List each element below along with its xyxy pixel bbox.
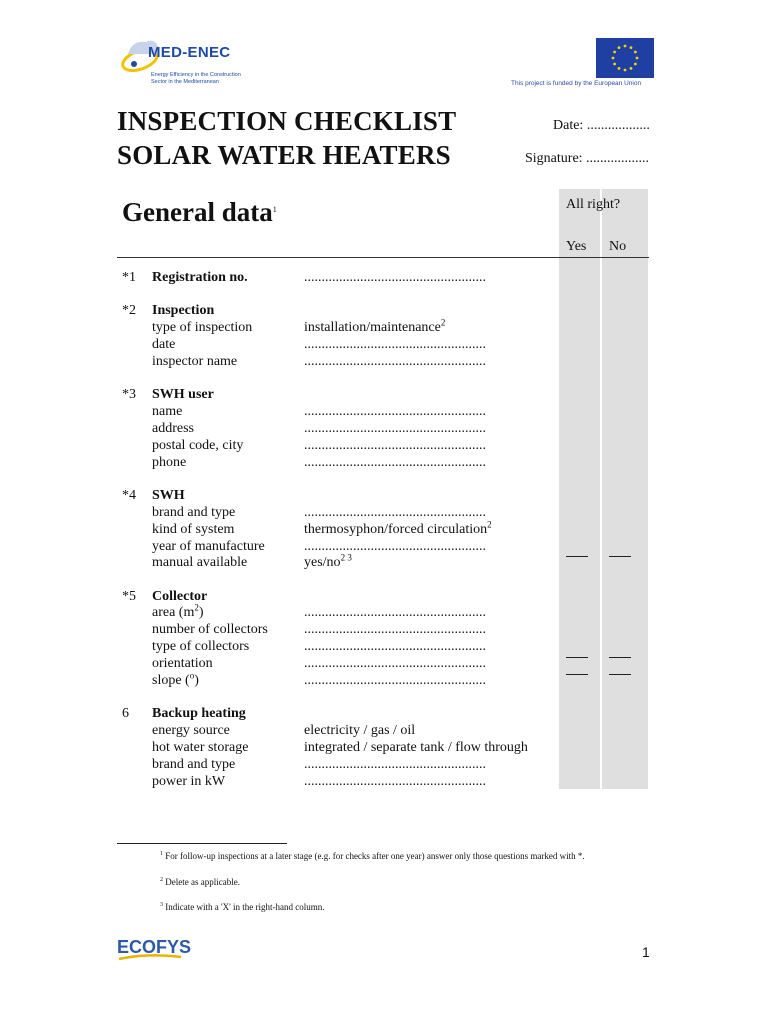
med-enec-subtitle-line1: Energy Efficiency in the Construction (151, 72, 241, 78)
footnote-1 (160, 851, 585, 861)
row-label-text: brand and type (152, 757, 236, 772)
signature-field[interactable]: Signature: .................. (525, 151, 650, 166)
checklist-row (0, 386, 768, 403)
row-label (152, 739, 248, 756)
row-value[interactable] (304, 756, 486, 773)
no-header: No (609, 239, 627, 254)
checklist-row (0, 487, 768, 504)
row-value[interactable] (304, 672, 486, 689)
row-label (152, 655, 213, 672)
row-value-text: .................................................... (304, 270, 486, 285)
row-label-text: inspector name (152, 354, 238, 369)
eu-star-icon (634, 51, 637, 54)
checklist-row (0, 604, 768, 621)
row-label (152, 353, 237, 370)
row-value[interactable] (304, 420, 486, 437)
footnote-2-text: Delete as applicable. (163, 877, 240, 887)
eu-star-icon (624, 45, 627, 48)
row-value[interactable] (304, 604, 486, 621)
row-value-superscript: 2 3 (340, 552, 352, 563)
row-value[interactable] (304, 538, 486, 555)
row-label-text: number of collectors (152, 622, 268, 637)
row-label-text: type of inspection (152, 320, 253, 335)
section-heading (122, 197, 277, 228)
row-value[interactable] (304, 437, 486, 454)
row-value-text: .................................................... (304, 539, 486, 554)
row-value-text: thermosyphon/forced circulation (304, 522, 488, 537)
footnote-3-text: Indicate with a 'X' in the right-hand column. (163, 902, 325, 912)
checklist-row (0, 722, 768, 739)
row-label-text: kind of system (152, 522, 235, 537)
row-label (152, 722, 230, 739)
footnote-2 (160, 877, 240, 887)
eu-flag-icon (596, 38, 654, 78)
eu-funding-caption: This project is funded by the European Union (511, 80, 642, 87)
row-label (152, 386, 214, 403)
row-label-text: hot water storage (152, 740, 249, 755)
eu-star-icon (630, 67, 633, 70)
row-label-text: type of collectors (152, 639, 250, 654)
no-answer-line[interactable] (609, 657, 631, 658)
row-value[interactable] (304, 773, 486, 790)
checklist-row (0, 269, 768, 286)
row-label-text: area (m (152, 605, 195, 620)
row-value-text: electricity / gas / oil (304, 723, 416, 738)
title-line-2: SOLAR WATER HEATERS (117, 140, 451, 170)
row-label-text: orientation (152, 656, 213, 671)
no-answer-line[interactable] (609, 674, 631, 675)
row-label (152, 420, 194, 437)
row-number: 6 (122, 706, 129, 721)
checklist-row (0, 773, 768, 790)
row-value[interactable] (304, 554, 352, 571)
row-value[interactable] (304, 504, 486, 521)
row-label-text: phone (152, 455, 187, 470)
row-value[interactable] (304, 638, 486, 655)
checklist-row (0, 756, 768, 773)
checklist-row (0, 655, 768, 672)
row-label-text: Registration no. (152, 270, 248, 285)
row-label-text: power in kW (152, 774, 226, 789)
checklist-row (0, 319, 768, 336)
yes-answer-line[interactable] (566, 657, 588, 658)
footnote-divider (117, 843, 287, 844)
eu-star-icon (636, 57, 639, 60)
row-label (152, 621, 268, 638)
med-enec-subtitle-line2: Sector in the Mediterranean (151, 78, 219, 85)
row-label (152, 521, 234, 538)
checklist-row (0, 454, 768, 471)
footnote-3 (160, 902, 324, 912)
row-label (152, 773, 225, 790)
row-value-text: .................................................... (304, 757, 486, 772)
section-heading-footnote-mark: 1 (272, 205, 277, 214)
section-heading-text: General data (122, 197, 273, 227)
row-value[interactable] (304, 739, 528, 756)
row-label-text: address (152, 421, 194, 436)
date-field[interactable]: Date: .................. (553, 118, 650, 133)
ecofys-logo-icon (117, 933, 192, 965)
row-label-superscript: o (189, 670, 195, 681)
row-label-suffix: ) (198, 605, 204, 620)
row-value-text: .................................................... (304, 421, 486, 436)
row-number: *2 (122, 303, 136, 318)
row-number: *5 (122, 589, 136, 604)
row-label-text: date (152, 337, 176, 352)
row-value-text: .................................................... (304, 774, 486, 789)
row-label (152, 302, 214, 319)
row-value-text: .................................................... (304, 354, 486, 369)
row-label-text: SWH user (152, 387, 214, 402)
row-label-suffix: ) (194, 673, 199, 688)
row-value[interactable] (304, 621, 486, 638)
row-label-superscript: 2 (194, 602, 199, 613)
header-divider (117, 257, 649, 258)
row-value[interactable] (304, 655, 486, 672)
row-number: *3 (122, 387, 136, 402)
row-value[interactable] (304, 269, 486, 286)
row-value-text: .................................................... (304, 622, 486, 637)
page-number: 1 (642, 944, 650, 960)
checklist-row (0, 638, 768, 655)
checklist-row (0, 437, 768, 454)
row-value-text: .................................................... (304, 673, 486, 688)
row-label (152, 705, 246, 722)
eu-star-icon (618, 46, 621, 49)
all-right-header: All right? (566, 197, 621, 212)
no-answer-line[interactable] (609, 556, 631, 557)
checklist-row (0, 302, 768, 319)
row-label (152, 672, 199, 689)
row-value-text: integrated / separate tank / flow through (304, 740, 528, 755)
row-label (152, 638, 249, 655)
row-value-text: .................................................... (304, 605, 486, 620)
row-label (152, 319, 252, 336)
row-value-superscript: 2 (440, 317, 446, 328)
row-value-text: installation/maintenance (304, 320, 441, 335)
checklist-row (0, 739, 768, 756)
row-label (152, 487, 185, 504)
med-enec-logo-subtitle (151, 72, 261, 85)
row-value-text: .................................................... (304, 455, 486, 470)
row-label-text: manual available (152, 555, 248, 570)
checklist-row (0, 420, 768, 437)
checklist-row (0, 403, 768, 420)
row-value-text: .................................................... (304, 404, 486, 419)
checklist-row (0, 672, 768, 689)
row-label-text: slope ( (152, 673, 190, 688)
row-value-text: .................................................... (304, 505, 486, 520)
title-line-1: INSPECTION CHECKLIST (117, 106, 457, 136)
footnote-1-mark: 1 (160, 851, 163, 857)
footnote-1-text: For follow-up inspections at a later stage (e.g. for checks after one year) answer only those questions marked with *. (163, 851, 585, 861)
eu-star-icon (613, 51, 616, 54)
row-label (152, 403, 182, 420)
checklist-row (0, 588, 768, 605)
eu-star-icon (618, 67, 621, 70)
row-value[interactable] (304, 722, 415, 739)
row-value[interactable] (304, 319, 445, 336)
row-label-text: energy source (152, 723, 230, 738)
row-label-text: postal code, city (152, 438, 244, 453)
row-value-superscript: 2 (487, 519, 492, 530)
checklist-row (0, 504, 768, 521)
row-value[interactable] (304, 336, 486, 353)
row-label (152, 437, 243, 454)
checklist-row (0, 705, 768, 722)
checklist-row (0, 538, 768, 555)
eu-star-icon (612, 57, 615, 60)
row-value-text: .................................................... (304, 438, 486, 453)
checklist-row (0, 521, 768, 538)
yes-header: Yes (566, 239, 587, 254)
row-value[interactable] (304, 353, 486, 370)
row-label (152, 504, 235, 521)
eu-star-icon (634, 63, 637, 66)
row-value-text: yes/no (304, 555, 341, 570)
eu-star-icon (613, 63, 616, 66)
row-number: *4 (122, 488, 136, 503)
eu-star-icon (624, 69, 627, 72)
ecofys-logo-text: ECOFYS (117, 937, 192, 957)
row-number: *1 (122, 270, 136, 285)
row-label-text: brand and type (152, 505, 236, 520)
row-value-text: .................................................... (304, 639, 486, 654)
row-label-text: Backup heating (152, 706, 246, 721)
row-label (152, 538, 265, 555)
row-value-text: .................................................... (304, 656, 486, 671)
eu-star-icon (630, 46, 633, 49)
row-label-text: SWH (152, 488, 185, 503)
row-label (152, 554, 247, 571)
row-label (152, 336, 175, 353)
row-label (152, 269, 248, 286)
checklist-row (0, 554, 768, 571)
row-value-text: .................................................... (304, 337, 486, 352)
footnote-2-mark: 2 (160, 877, 163, 883)
checklist-row (0, 353, 768, 370)
yes-answer-line[interactable] (566, 674, 588, 675)
row-label (152, 604, 204, 621)
row-label (152, 756, 235, 773)
footnote-3-mark: 3 (160, 902, 163, 908)
checklist-row (0, 621, 768, 638)
checklist-row (0, 336, 768, 353)
row-value[interactable] (304, 454, 486, 471)
row-label-text: name (152, 404, 183, 419)
med-enec-logo-text: MED-ENEC (148, 44, 231, 61)
row-label-text: Collector (152, 589, 208, 604)
row-value[interactable] (304, 521, 492, 538)
row-label-text: year of manufacture (152, 539, 265, 554)
row-label (152, 454, 186, 471)
row-value[interactable] (304, 403, 486, 420)
yes-answer-line[interactable] (566, 556, 588, 557)
row-label-text: Inspection (152, 303, 215, 318)
